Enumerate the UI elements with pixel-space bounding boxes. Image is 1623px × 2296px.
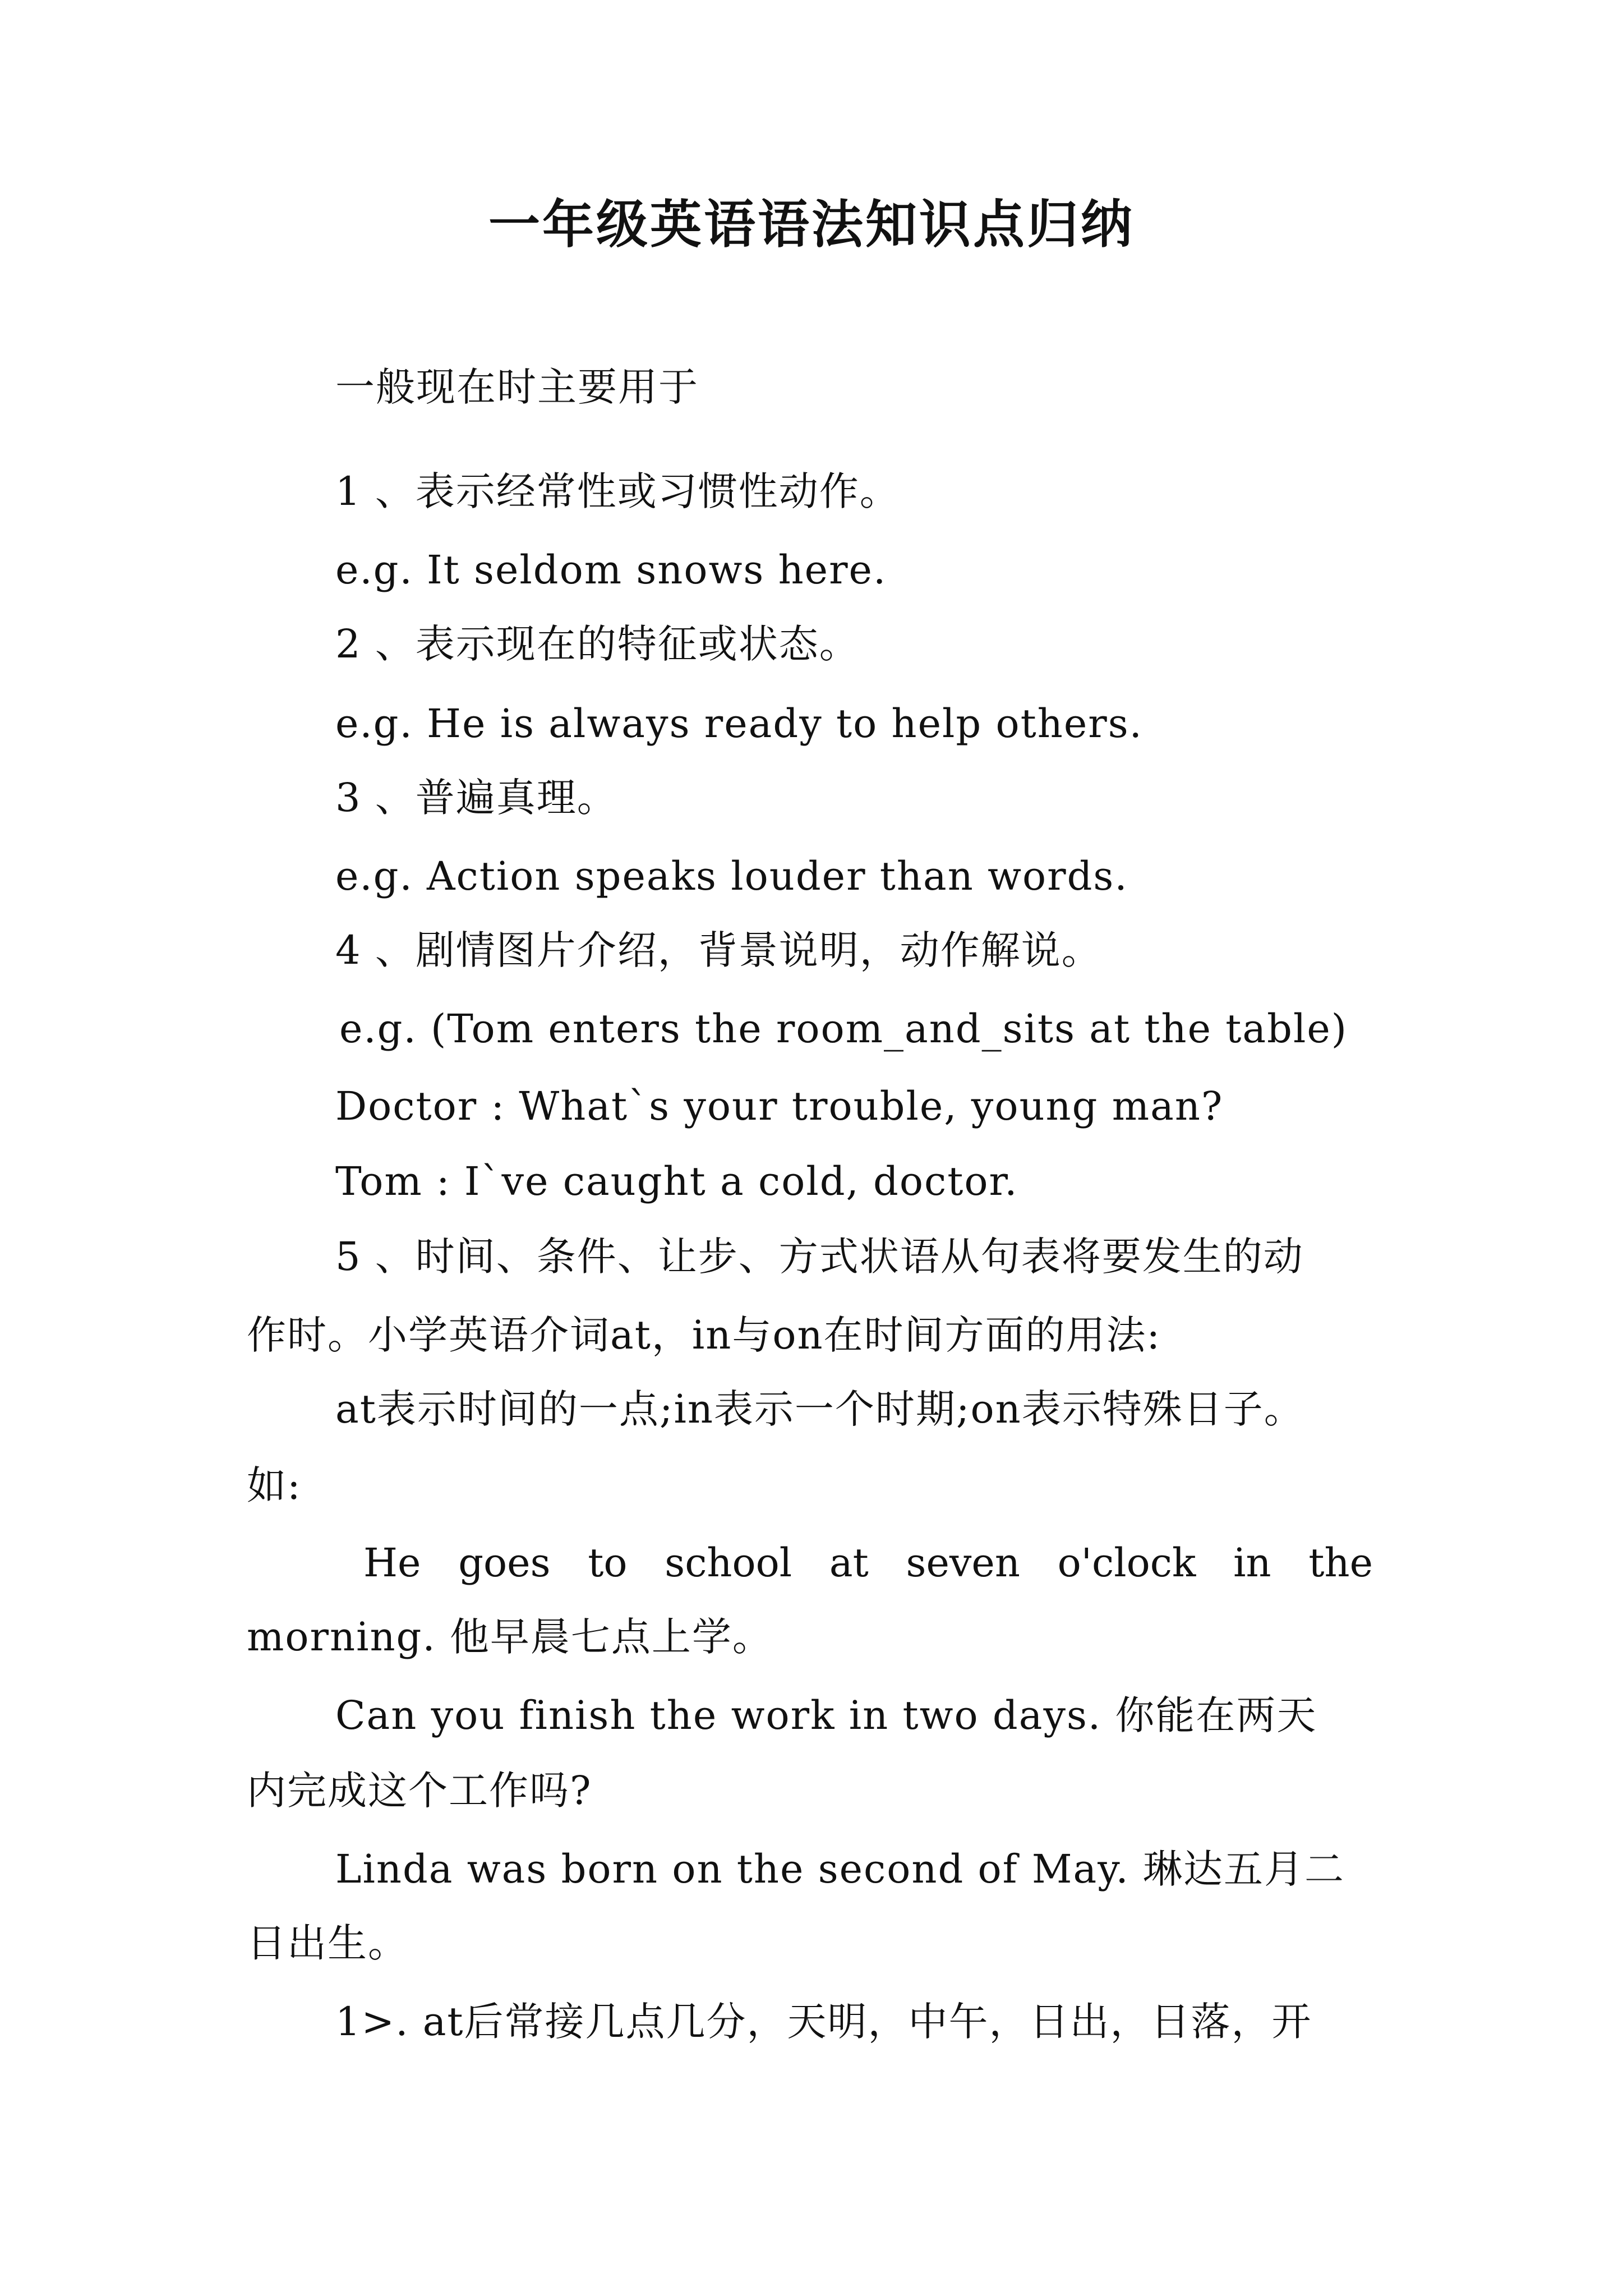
text-line: 1>. at后常接几点几分，天明，中午，日出，日落，开 — [335, 1999, 1312, 2045]
text-line: 作时。小学英语介词at，in与on在时间方面的用法: — [247, 1312, 1161, 1358]
text-line: 如: — [247, 1462, 302, 1508]
word: school — [665, 1540, 792, 1586]
text-line: 日出生。 — [247, 1920, 408, 1966]
word: seven — [906, 1540, 1020, 1586]
word: goes — [458, 1540, 551, 1586]
text-line: Tom : I`ve caught a cold, doctor. — [335, 1158, 1018, 1204]
text-line: e.g. He is always ready to help others. — [335, 701, 1143, 747]
text-line: morning. 他早晨七点上学。 — [247, 1614, 773, 1660]
text-line: e.g. (Tom enters the room_and_sits at the table) — [339, 1006, 1348, 1052]
text-line: 4 、剧情图片介绍，背景说明，动作解说。 — [335, 927, 1102, 973]
text-line: Linda was born on the second of May. 琳达五月二 — [335, 1846, 1345, 1892]
document-title: 一年级英语语法知识点归纳 — [488, 194, 1135, 255]
text-line: 内完成这个工作吗? — [247, 1768, 592, 1814]
text-line: 1 、表示经常性或习惯性动作。 — [335, 468, 900, 514]
word: in — [1233, 1540, 1271, 1586]
text-line: 3 、普遍真理。 — [335, 775, 617, 821]
text-line: 2 、表示现在的特征或状态。 — [335, 621, 860, 667]
text-line: at表示时间的一点;in表示一个时期;on表示特殊日子。 — [335, 1386, 1304, 1432]
text-line: Doctor : What`s your trouble, young man? — [335, 1083, 1224, 1129]
word: o'clock — [1057, 1540, 1196, 1586]
text-line: 一般现在时主要用于 — [335, 364, 699, 410]
text-line: Can you finish the work in two days. 你能在两天 — [335, 1692, 1317, 1738]
text-line: e.g. It seldom snows here. — [335, 547, 887, 593]
word: He — [363, 1540, 421, 1586]
text-line: e.g. Action speaks louder than words. — [335, 853, 1128, 899]
word: at — [829, 1540, 869, 1586]
word: to — [588, 1540, 628, 1586]
text-line: 5 、时间、条件、让步、方式状语从句表将要发生的动 — [335, 1234, 1304, 1280]
justified-text-line — [363, 1535, 1373, 1591]
word: the — [1308, 1540, 1373, 1586]
